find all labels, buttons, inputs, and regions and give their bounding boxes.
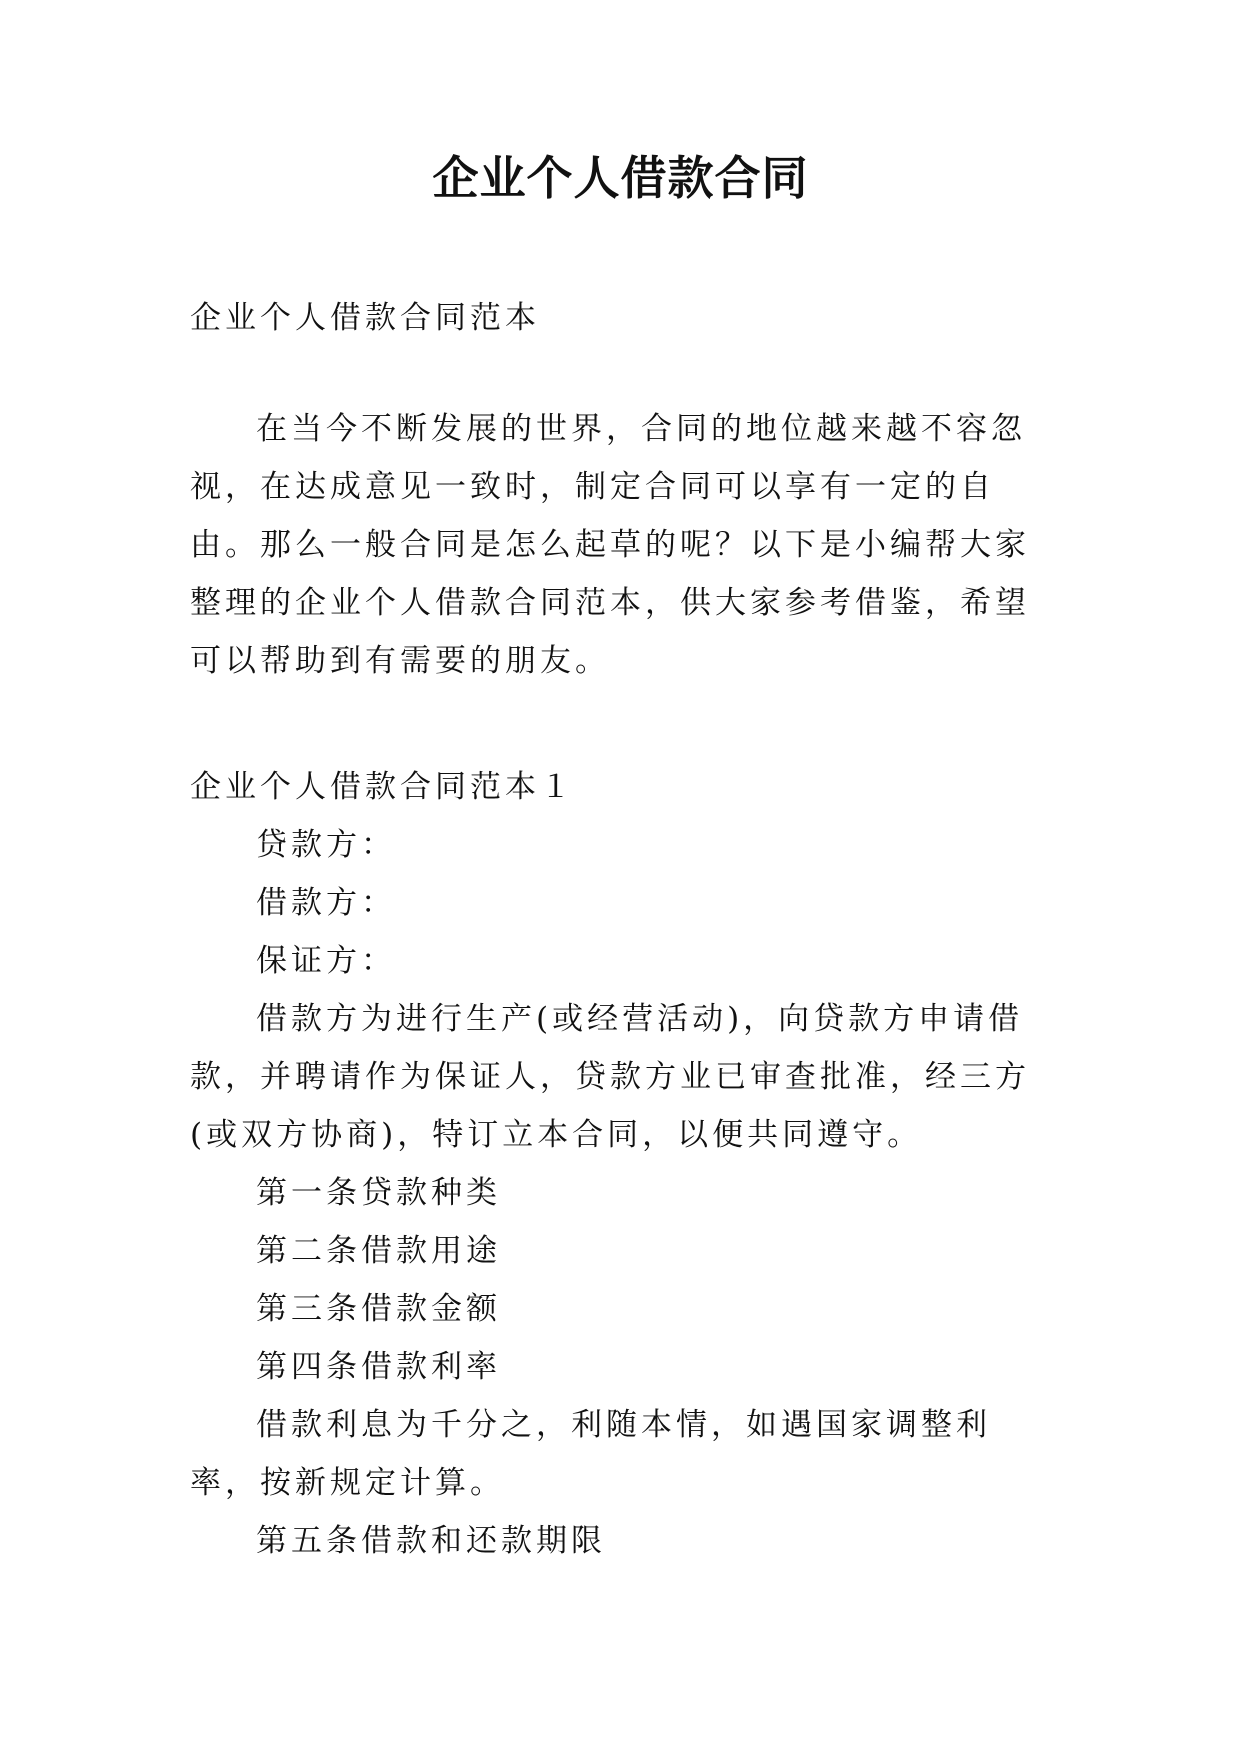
document-subtitle: 企业个人借款合同范本: [190, 300, 540, 336]
borrower-label: 借款方：: [256, 885, 396, 921]
intro-paragraph: 在当今不断发展的世界，合同的地位越来越不容忽视，在达成意见一致时，制定合同可以享有一定的自由。那么一般合同是怎么起草的呢？以下是小编帮大家整理的企业个人借款合同范本，供大家参考借鉴，希望可以帮助到有需要的朋友。: [190, 411, 1030, 679]
document-title: 企业个人借款合同: [432, 151, 809, 205]
article-3-heading: 第三条借款金额: [256, 1291, 501, 1327]
article-4-heading: 第四条借款利率: [256, 1349, 501, 1385]
article-5-heading: 第五条借款和还款期限: [256, 1523, 606, 1559]
preamble-paragraph: 借款方为进行生产(或经营活动)，向贷款方申请借款，并聘请作为保证人，贷款方业已审查批准，经三方(或双方协商)，特订立本合同，以便共同遵守。: [190, 1001, 1030, 1153]
article-1-heading: 第一条贷款种类: [256, 1175, 501, 1211]
article-4-text: 借款利息为千分之，利随本情，如遇国家调整利率，按新规定计算。: [190, 1407, 991, 1501]
section-heading: 企业个人借款合同范本１: [190, 769, 575, 805]
lender-label: 贷款方：: [256, 827, 396, 863]
contract-section-1: [190, 758, 1060, 1570]
article-2-heading: 第二条借款用途: [256, 1233, 501, 1269]
guarantor-label: 保证方：: [256, 943, 396, 979]
